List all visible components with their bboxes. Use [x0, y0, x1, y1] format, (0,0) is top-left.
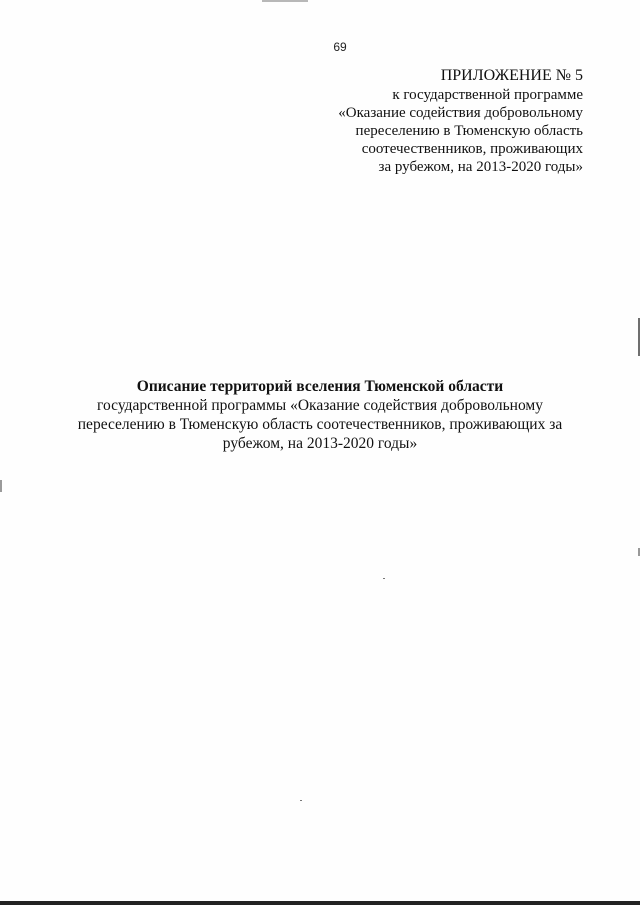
scan-artifact-bottom: [0, 901, 640, 905]
appendix-block: [338, 66, 583, 176]
appendix-line: соотечественников, проживающих: [361, 141, 583, 157]
scan-artifact-top: [262, 0, 308, 2]
appendix-line: переселению в Тюменскую область: [355, 123, 583, 139]
appendix-line: «Оказание содействия добровольному: [338, 105, 583, 121]
appendix-title: ПРИЛОЖЕНИЕ № 5: [440, 67, 583, 84]
scan-speck: [300, 800, 302, 801]
heading-line: государственной программы «Оказание содействия добровольному: [97, 397, 543, 414]
scan-artifact-left: [0, 480, 2, 492]
appendix-line: за рубежом, на 2013-2020 годы»: [378, 159, 583, 175]
heading-line: переселению в Тюменскую область соотечественников, проживающих за: [77, 416, 563, 433]
heading-line: рубежом, на 2013-2020 годы»: [222, 435, 418, 452]
page-number: 69: [333, 40, 347, 54]
section-heading: [0, 377, 640, 453]
heading-title: Описание территорий вселения Тюменской области: [136, 378, 504, 395]
appendix-line: к государственной программе: [392, 87, 583, 103]
scan-speck: [383, 578, 385, 579]
